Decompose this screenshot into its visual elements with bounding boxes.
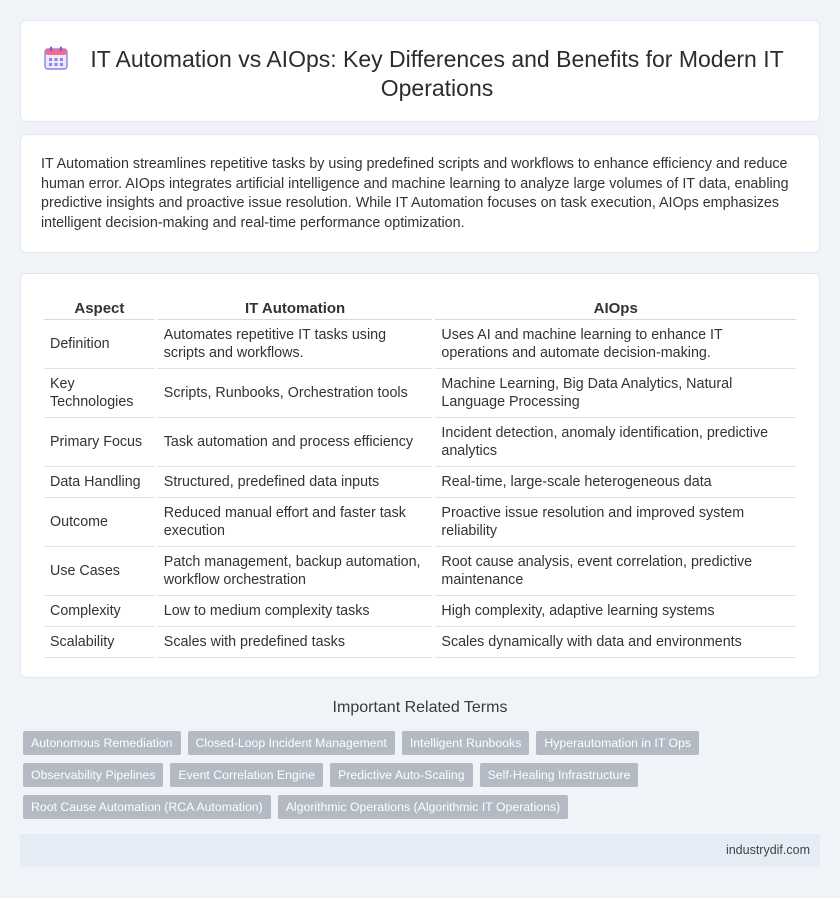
tag-row <box>23 731 803 755</box>
row-it-automation: Scripts, Runbooks, Orchestration tools <box>158 369 433 418</box>
tag-predictive-auto-scaling[interactable]: Predictive Auto-Scaling <box>330 763 472 787</box>
row-aspect: Definition <box>44 320 155 369</box>
row-aiops: Real-time, large-scale heterogeneous data <box>435 467 796 498</box>
related-terms-title: Important Related Terms <box>332 699 508 716</box>
header-it-automation: IT Automation <box>158 294 433 320</box>
tag-event-correlation-engine[interactable]: Event Correlation Engine <box>170 763 323 787</box>
footer <box>20 834 820 867</box>
row-it-automation: Patch management, backup automation, workflow orchestration <box>158 547 433 596</box>
header-aspect: Aspect <box>44 294 155 320</box>
tag-hyperautomation-in-it-ops[interactable]: Hyperautomation in IT Ops <box>536 731 699 755</box>
row-it-automation: Task automation and process efficiency <box>158 418 433 467</box>
table-row <box>44 418 796 467</box>
footer-site-link[interactable]: industrydif.com <box>725 843 810 857</box>
row-aspect: Outcome <box>44 498 155 547</box>
row-it-automation: Low to medium complexity tasks <box>158 596 433 627</box>
row-aiops: Machine Learning, Big Data Analytics, Natural Language Processing <box>435 369 796 418</box>
comparison-table <box>41 294 799 658</box>
row-aspect: Use Cases <box>44 547 155 596</box>
row-aspect: Scalability <box>44 627 155 658</box>
intro-card <box>20 134 820 253</box>
tag-autonomous-remediation[interactable]: Autonomous Remediation <box>23 731 181 755</box>
row-aiops: Root cause analysis, event correlation, predictive maintenance <box>435 547 796 596</box>
tag-row <box>23 795 803 819</box>
intro-paragraph: IT Automation streamlines repetitive tasks by using predefined scripts and workflows to enhance efficiency and reduce human error. AIOps integrates artificial intelligence and machine learning to analyze large volumes of IT data, enabling predictive insights and proactive issue resolution. While IT Automation focuses on task execution, AIOps emphasizes intelligent decision-making and real-time performance optimization. <box>41 156 789 231</box>
row-it-automation: Automates repetitive IT tasks using scripts and workflows. <box>158 320 433 369</box>
tag-closed-loop-incident-management[interactable]: Closed-Loop Incident Management <box>188 731 395 755</box>
tag-row <box>23 763 803 787</box>
related-terms-list <box>23 731 803 827</box>
table-row <box>44 627 796 658</box>
row-aiops: Incident detection, anomaly identification, predictive analytics <box>435 418 796 467</box>
row-aspect: Primary Focus <box>44 418 155 467</box>
table-header-row <box>44 294 796 320</box>
row-aspect: Data Handling <box>44 467 155 498</box>
table-row <box>44 467 796 498</box>
header-aiops: AIOps <box>435 294 796 320</box>
title-card <box>20 20 820 122</box>
table-row <box>44 596 796 627</box>
page-title: IT Automation vs AIOps: Key Differences and Benefits for Modern IT Operations <box>90 46 784 101</box>
table-row <box>44 498 796 547</box>
tag-self-healing-infrastructure[interactable]: Self-Healing Infrastructure <box>480 763 639 787</box>
comparison-card <box>20 273 820 678</box>
tag-observability-pipelines[interactable]: Observability Pipelines <box>23 763 163 787</box>
row-aiops: Uses AI and machine learning to enhance IT operations and automate decision-making. <box>435 320 796 369</box>
row-aiops: Proactive issue resolution and improved system reliability <box>435 498 796 547</box>
table-row <box>44 369 796 418</box>
row-aspect: Key Technologies <box>44 369 155 418</box>
tag-algorithmic-operations[interactable]: Algorithmic Operations (Algorithmic IT Operations) <box>278 795 569 819</box>
row-it-automation: Reduced manual effort and faster task execution <box>158 498 433 547</box>
row-it-automation: Scales with predefined tasks <box>158 627 433 658</box>
row-it-automation: Structured, predefined data inputs <box>158 467 433 498</box>
tag-root-cause-automation[interactable]: Root Cause Automation (RCA Automation) <box>23 795 271 819</box>
table-row <box>44 320 796 369</box>
row-aiops: Scales dynamically with data and environments <box>435 627 796 658</box>
tag-intelligent-runbooks[interactable]: Intelligent Runbooks <box>402 731 529 755</box>
row-aspect: Complexity <box>44 596 155 627</box>
row-aiops: High complexity, adaptive learning systems <box>435 596 796 627</box>
table-row <box>44 547 796 596</box>
